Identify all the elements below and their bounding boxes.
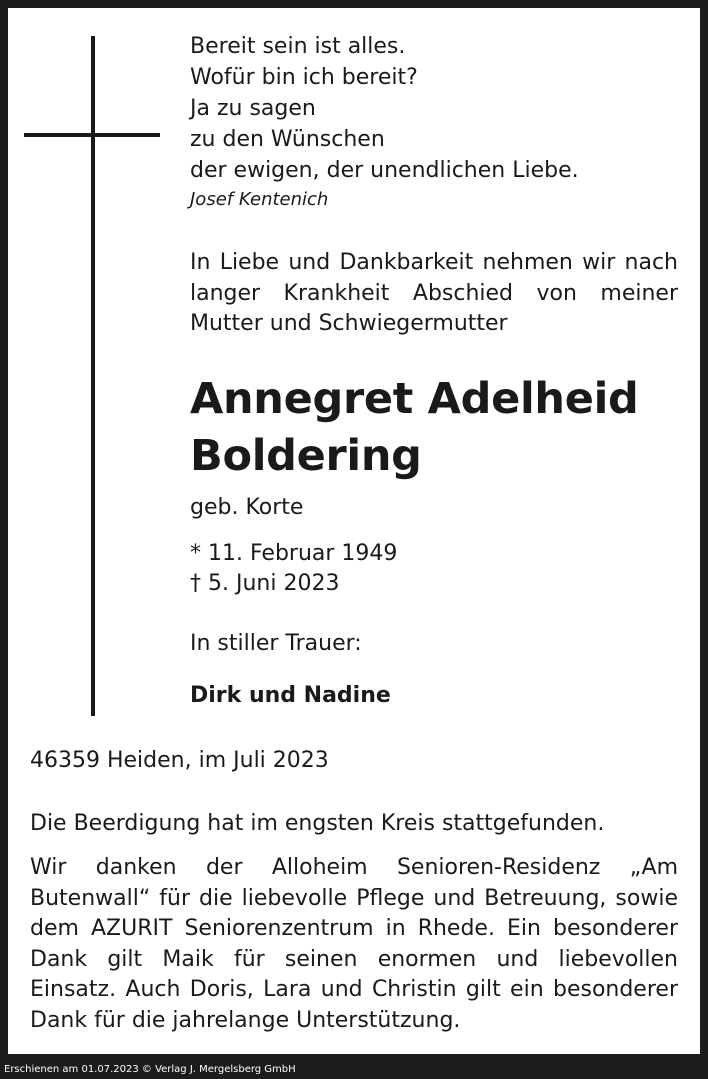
deceased-name-line1: Annegret Adelheid [190, 374, 639, 424]
cross-icon-horizontal-bar [24, 133, 160, 137]
birth-name: geb. Korte [190, 495, 304, 520]
poem [190, 31, 678, 186]
poem-line: Wofür bin ich bereit? [190, 65, 418, 90]
thanks-paragraph: Wir danken der Alloheim Senioren-Residenz „Am Butenwall“ für die liebevolle Pflege und Betreuung, sowie dem AZURIT Seniorenzentrum in Rhede. Ein besonderer Dank gilt Maik für seinen enormen und liebevollen Einsatz. Auch Doris, Lara und Christin gilt ein besonderer Dank für die jahrelange Unterstützung. [30, 855, 678, 1033]
place-date: 46359 Heiden, im Juli 2023 [30, 748, 329, 773]
death-date: † 5. Juni 2023 [190, 571, 340, 596]
mourning-label: In stiller Trauer: [190, 631, 362, 656]
poem-author: Josef Kentenich [190, 189, 329, 210]
obituary-notice [8, 8, 700, 1054]
deceased-name [190, 371, 678, 485]
birth-date: * 11. Februar 1949 [190, 541, 398, 566]
poem-line: Ja zu sagen [190, 96, 316, 121]
deceased-name-line2: Boldering [190, 431, 422, 481]
funeral-note: Die Beerdigung hat im engsten Kreis stattgefunden. [30, 811, 605, 836]
farewell-intro: In Liebe und Dankbarkeit nehmen wir nach langer Krankheit Abschied von meiner Mutter und Schwiegermutter [190, 250, 678, 336]
life-dates [190, 539, 678, 599]
poem-line: Bereit sein ist alles. [190, 34, 406, 59]
cross-icon-vertical-bar [91, 36, 95, 716]
publication-footer: Erschienen am 01.07.2023 © Verlag J. Mergelsberg GmbH [4, 1064, 296, 1075]
mourner-names: Dirk und Nadine [190, 683, 391, 708]
poem-line: zu den Wünschen [190, 127, 385, 152]
poem-line: der ewigen, der unendlichen Liebe. [190, 158, 579, 183]
